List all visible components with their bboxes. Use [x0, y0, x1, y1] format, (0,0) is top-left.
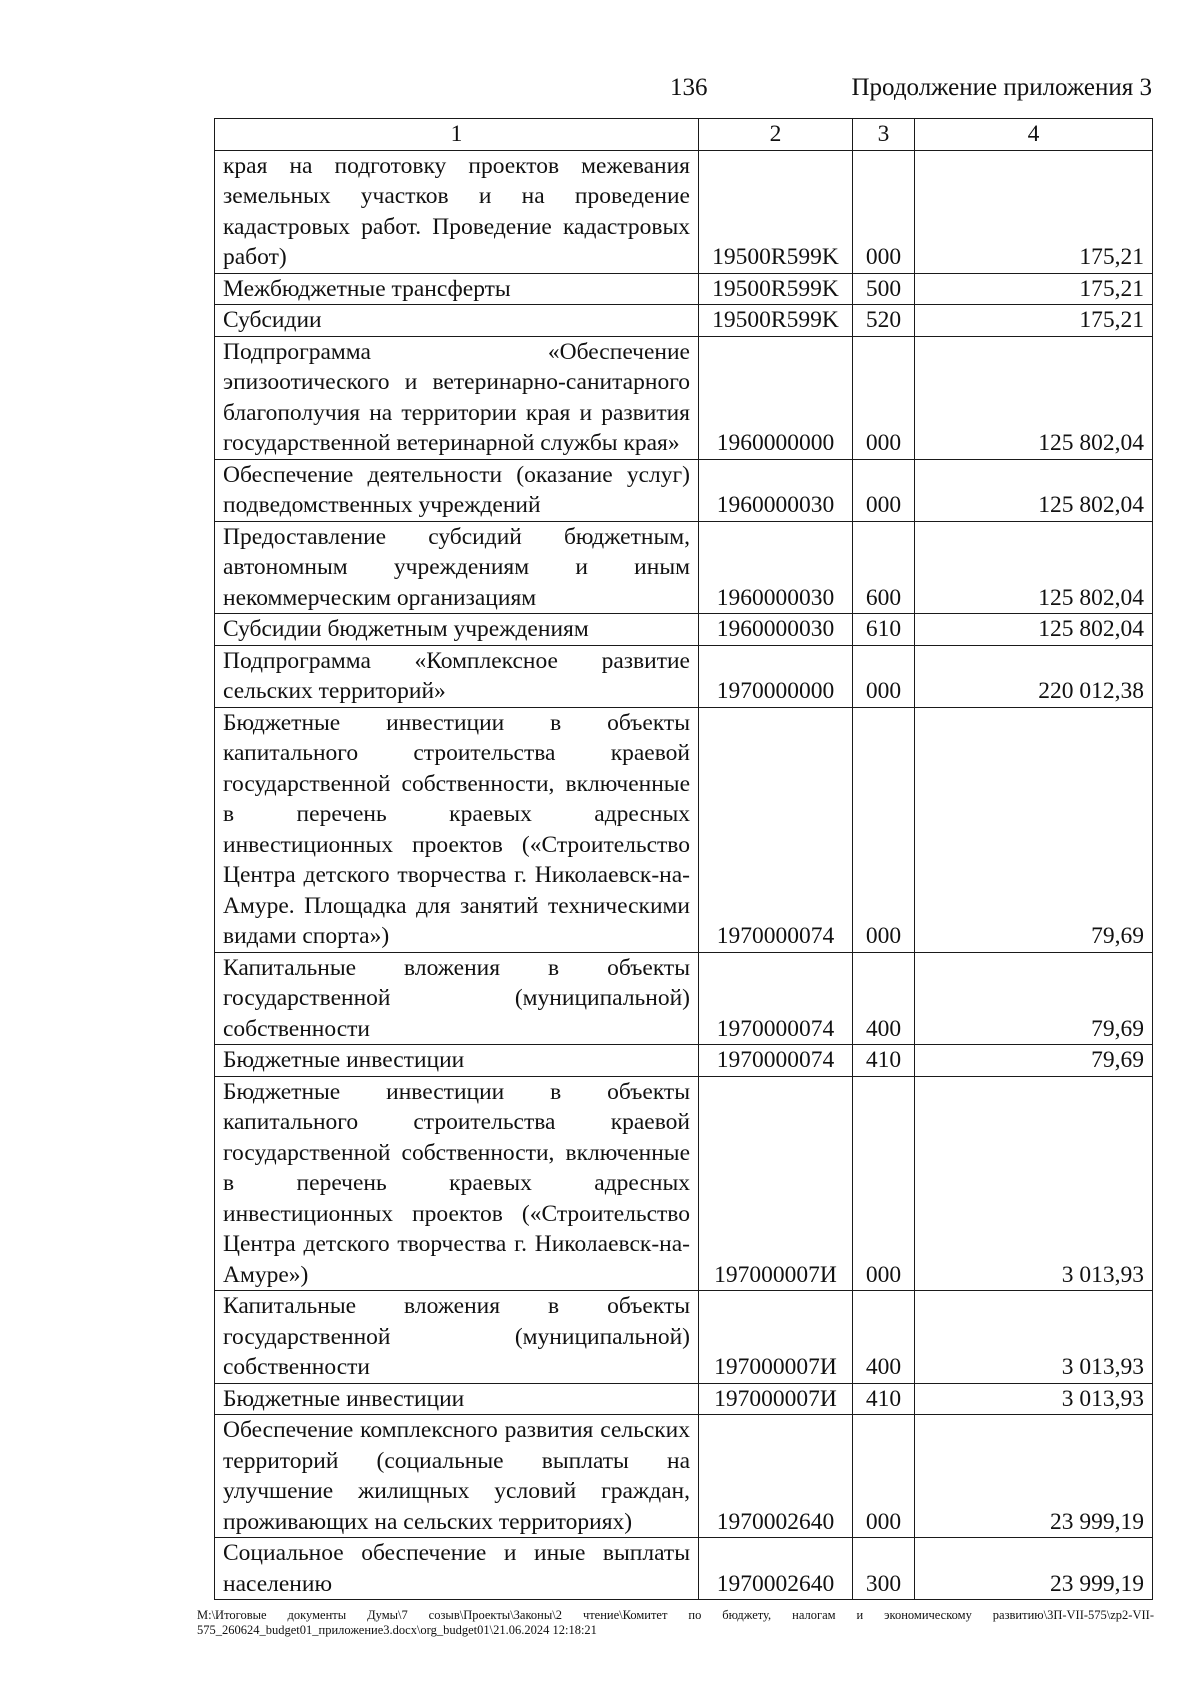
row-type-cell: 400	[853, 1291, 915, 1384]
row-type-cell: 000	[853, 1415, 915, 1538]
row-code-cell: 1960000000	[699, 336, 853, 459]
row-code-cell: 1960000030	[699, 614, 853, 646]
row-name-cell: Предоставление субсидий бюджетным, автономным учреждениям и иным некоммерческим организациям	[215, 521, 699, 614]
row-amount-cell: 175,21	[915, 305, 1153, 337]
table-row	[215, 305, 1153, 337]
row-code-cell: 1960000030	[699, 521, 853, 614]
table-row	[215, 1291, 1153, 1384]
row-amount-cell: 23 999,19	[915, 1415, 1153, 1538]
row-name-cell: Бюджетные инвестиции в объекты капитального строительства краевой государственной собственности, включенные в перечень краевых адресных инвестиционных проектов («Строительство Центра детского творчества г. Николаевск-на-Амуре»)	[215, 1076, 699, 1291]
row-type-cell: 500	[853, 273, 915, 305]
row-amount-cell: 175,21	[915, 150, 1153, 273]
row-code-cell: 1970002640	[699, 1415, 853, 1538]
table-row	[215, 1383, 1153, 1415]
table-row	[215, 1045, 1153, 1077]
row-name-cell: Бюджетные инвестиции	[215, 1045, 699, 1077]
table-row	[215, 1538, 1153, 1600]
page-number: 136	[670, 74, 708, 101]
table-row	[215, 707, 1153, 952]
table-row	[215, 614, 1153, 646]
row-name-cell: Капитальные вложения в объекты государственной (муниципальной) собственности	[215, 1291, 699, 1384]
row-code-cell: 1970002640	[699, 1538, 853, 1600]
row-amount-cell: 3 013,93	[915, 1076, 1153, 1291]
row-name-cell: Социальное обеспечение и иные выплаты населению	[215, 1538, 699, 1600]
row-code-cell: 197000007И	[699, 1291, 853, 1384]
budget-table	[214, 118, 1153, 1600]
document-path-footer: M:\Итоговые документы Думы\7 созыв\Проекты\Законы\2 чтение\Комитет по бюджету, налогам и экономическому развитию\3П-VII-575\zp2-VII-575_260624_budget01_приложение3.docx\org_budget01\21.06.2024 12:18:21	[197, 1608, 1154, 1637]
row-name-cell: Обеспечение деятельности (оказание услуг) подведомственных учреждений	[215, 459, 699, 521]
row-name-cell: Подпрограмма «Комплексное развитие сельских территорий»	[215, 645, 699, 707]
row-type-cell: 000	[853, 459, 915, 521]
row-amount-cell: 125 802,04	[915, 336, 1153, 459]
row-name-cell: края на подготовку проектов межевания земельных участков и на проведение кадастровых работ. Проведение кадастровых работ)	[215, 150, 699, 273]
row-amount-cell: 175,21	[915, 273, 1153, 305]
table-row	[215, 150, 1153, 273]
table-row	[215, 1415, 1153, 1538]
row-code-cell: 1970000074	[699, 707, 853, 952]
row-amount-cell: 79,69	[915, 1045, 1153, 1077]
row-type-cell: 000	[853, 150, 915, 273]
row-amount-cell: 220 012,38	[915, 645, 1153, 707]
row-name-cell: Капитальные вложения в объекты государственной (муниципальной) собственности	[215, 952, 699, 1045]
appendix-continuation-label: Продолжение приложения 3	[851, 74, 1152, 101]
table-header-row	[215, 119, 1153, 151]
row-type-cell: 410	[853, 1045, 915, 1077]
row-amount-cell: 79,69	[915, 707, 1153, 952]
table-row	[215, 336, 1153, 459]
column-header-2: 2	[699, 119, 853, 151]
row-code-cell: 197000007И	[699, 1076, 853, 1291]
row-amount-cell: 23 999,19	[915, 1538, 1153, 1600]
row-amount-cell: 3 013,93	[915, 1383, 1153, 1415]
column-header-3: 3	[853, 119, 915, 151]
row-amount-cell: 125 802,04	[915, 521, 1153, 614]
row-name-cell: Межбюджетные трансферты	[215, 273, 699, 305]
row-type-cell: 610	[853, 614, 915, 646]
row-code-cell: 19500R599K	[699, 273, 853, 305]
table-row	[215, 459, 1153, 521]
row-type-cell: 000	[853, 707, 915, 952]
row-amount-cell: 125 802,04	[915, 614, 1153, 646]
table-row	[215, 273, 1153, 305]
row-code-cell: 197000007И	[699, 1383, 853, 1415]
row-type-cell: 520	[853, 305, 915, 337]
table-row	[215, 952, 1153, 1045]
row-name-cell: Обеспечение комплексного развития сельских территорий (социальные выплаты на улучшение жилищных условий граждан, проживающих на сельских территориях)	[215, 1415, 699, 1538]
row-type-cell: 400	[853, 952, 915, 1045]
row-name-cell: Субсидии бюджетным учреждениям	[215, 614, 699, 646]
row-amount-cell: 125 802,04	[915, 459, 1153, 521]
row-code-cell: 19500R599K	[699, 305, 853, 337]
page-header	[214, 74, 1152, 108]
table-row	[215, 1076, 1153, 1291]
row-type-cell: 410	[853, 1383, 915, 1415]
row-code-cell: 19500R599K	[699, 150, 853, 273]
row-type-cell: 300	[853, 1538, 915, 1600]
row-code-cell: 1970000074	[699, 1045, 853, 1077]
row-type-cell: 000	[853, 645, 915, 707]
row-amount-cell: 79,69	[915, 952, 1153, 1045]
row-code-cell: 1970000000	[699, 645, 853, 707]
row-amount-cell: 3 013,93	[915, 1291, 1153, 1384]
row-type-cell: 000	[853, 336, 915, 459]
row-type-cell: 000	[853, 1076, 915, 1291]
row-name-cell: Бюджетные инвестиции в объекты капитального строительства краевой государственной собственности, включенные в перечень краевых адресных инвестиционных проектов («Строительство Центра детского творчества г. Николаевск-на-Амуре. Площадка для занятий техническими видами спорта»)	[215, 707, 699, 952]
table-row	[215, 645, 1153, 707]
row-type-cell: 600	[853, 521, 915, 614]
column-header-4: 4	[915, 119, 1153, 151]
row-name-cell: Подпрограмма «Обеспечение эпизоотического и ветеринарно-санитарного благополучия на территории края и развития государственной ветеринарной службы края»	[215, 336, 699, 459]
row-code-cell: 1970000074	[699, 952, 853, 1045]
column-header-1: 1	[215, 119, 699, 151]
row-name-cell: Бюджетные инвестиции	[215, 1383, 699, 1415]
row-code-cell: 1960000030	[699, 459, 853, 521]
row-name-cell: Субсидии	[215, 305, 699, 337]
table-row	[215, 521, 1153, 614]
